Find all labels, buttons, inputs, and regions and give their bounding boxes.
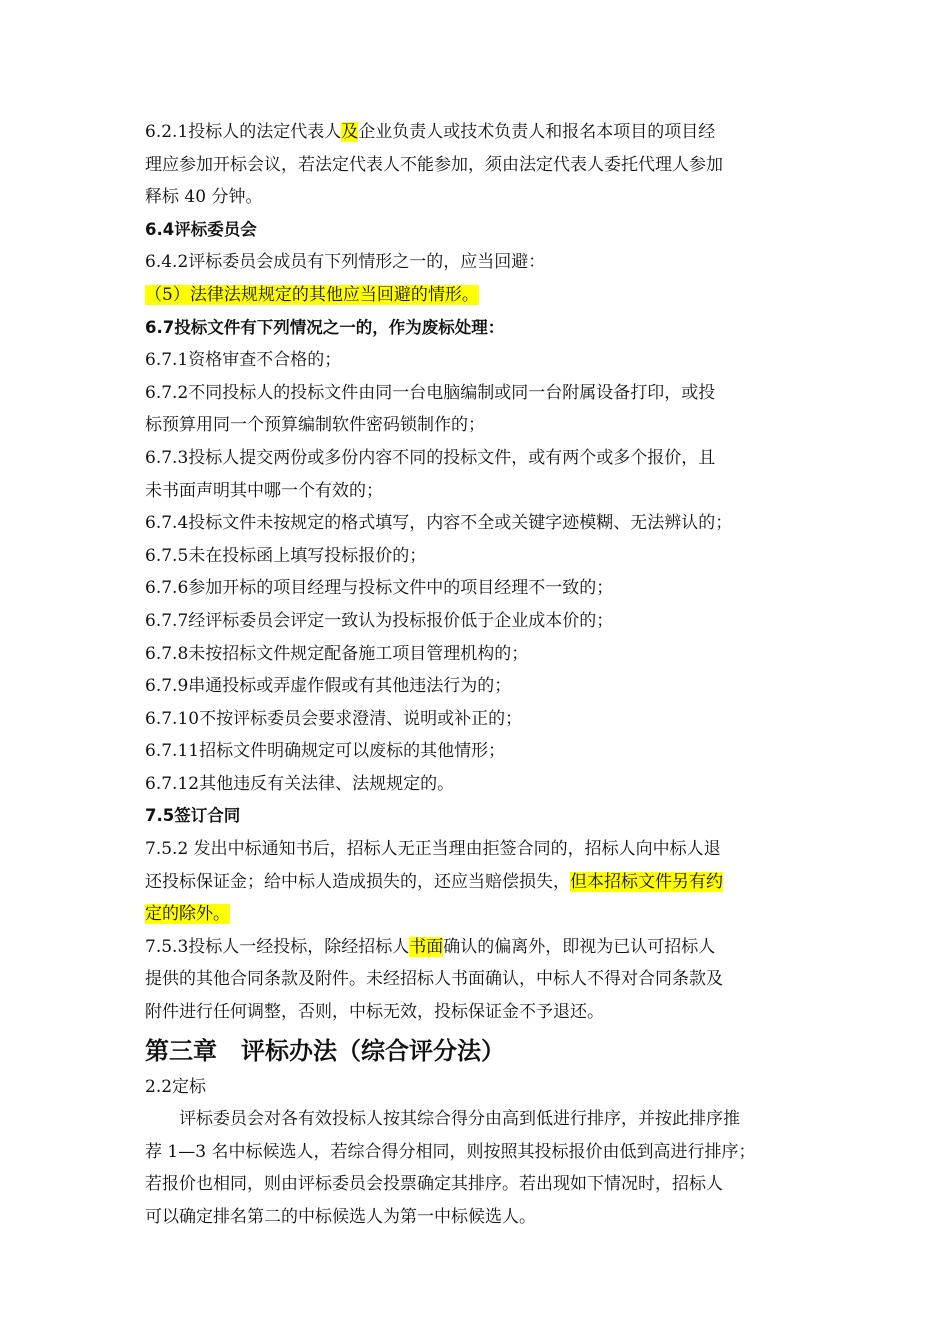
- clause-6-7-8: 6.7.8未按招标文件规定配备施工项目管理机构的；: [145, 643, 529, 664]
- paragraph-2-2-line-3: 若报价也相同，则由评标委员会投票确定其排序。若出现如下情况时，招标人: [145, 1174, 723, 1195]
- clause-6-7-4: 6.7.4投标文件未按规定的格式填写，内容不全或关键字迹模糊、无法辨认的；: [145, 513, 733, 534]
- highlighted-text: 及: [341, 122, 359, 142]
- paragraph-2-2-line-1: 评标委员会对各有效投标人按其综合得分由高到低进行排序，并按此排序推: [179, 1109, 740, 1130]
- clause-6-2-1-line-3: 释标 40 分钟。: [145, 187, 263, 208]
- clause-7-5-3-line-2: 提供的其他合同条款及附件。未经招标人书面确认，中标人不得对合同条款及: [145, 969, 723, 990]
- clause-6-7-9: 6.7.9串通投标或弄虚作假或有其他违法行为的；: [145, 676, 512, 697]
- clause-6-7-7: 6.7.7经评标委员会评定一致认为投标报价低于企业成本价的；: [145, 610, 614, 631]
- clause-6-7-11: 6.7.11招标文件明确规定可以废标的其他情形；: [145, 741, 506, 762]
- clause-6-7-5: 6.7.5未在投标函上填写投标报价的；: [145, 545, 427, 566]
- section-heading-2-2: 2.2定标: [145, 1076, 207, 1097]
- clause-6-2-1-line-1: 6.2.1投标人的法定代表人及企业负责人或技术负责人和报名本项目的项目经: [145, 122, 716, 142]
- document-body: [145, 116, 810, 1234]
- highlighted-text: 定的除外。: [145, 904, 230, 925]
- clause-6-4-2-item-5: [145, 279, 810, 312]
- paragraph-2-2-line-4: 可以确定排名第二的中标候选人为第一中标候选人。: [145, 1207, 536, 1227]
- clause-6-7-3-line-2: 未书面声明其中哪一个有效的；: [145, 480, 383, 501]
- clause-6-4-2: 6.4.2评标委员会成员有下列情形之一的，应当回避：: [145, 252, 546, 273]
- clause-6-7-2-line-2: 标预算用同一个预算编制软件密码锁制作的；: [145, 415, 485, 436]
- clause-6-2-1-line-2: 理应参加开标会议，若法定代表人不能参加，须由法定代表人委托代理人参加: [145, 154, 723, 175]
- clause-6-7-3-line-1: 6.7.3投标人提交两份或多份内容不同的投标文件，或有两个或多个报价，且: [145, 447, 716, 468]
- highlighted-text: 但本招标文件另有约: [570, 871, 723, 892]
- clause-7-5-3-line-1: 7.5.3投标人一经投标，除经招标人书面确认的偏离外，即视为已认可招标人: [145, 936, 716, 957]
- paragraph-2-2-line-2: 荐 1—3 名中标候选人，若综合得分相同，则按照其投标报价由低到高进行排序；: [145, 1141, 756, 1162]
- clause-6-7-10: 6.7.10不按评标委员会要求澄清、说明或补正的；: [145, 708, 523, 729]
- section-heading-7-5: 7.5签订合同: [145, 806, 241, 826]
- clause-7-5-2-line-3: [145, 898, 810, 931]
- section-heading-6-7: 6.7投标文件有下列情况之一的，作为废标处理：: [145, 317, 505, 337]
- chapter-title: 第三章 评标办法（综合评分法）: [145, 1036, 505, 1065]
- clause-7-5-2-line-1: 7.5.2 发出中标通知书后，招标人无正当理由拒签合同的，招标人向中标人退: [145, 839, 721, 860]
- clause-6-7-1: 6.7.1资格审查不合格的；: [145, 350, 342, 371]
- section-heading-6-4: 6.4评标委员会: [145, 219, 257, 239]
- clause-6-7-2-line-1: 6.7.2不同投标人的投标文件由同一台电脑编制或同一台附属设备打印，或投: [145, 382, 716, 403]
- clause-6-7-6: 6.7.6参加开标的项目经理与投标文件中的项目经理不一致的；: [145, 578, 614, 599]
- highlighted-text: （5）法律法规规定的其他应当回避的情形。: [145, 284, 479, 305]
- clause-6-7-12: 6.7.12其他违反有关法律、法规规定的。: [145, 773, 455, 794]
- highlighted-text: 书面: [409, 936, 444, 957]
- clause-7-5-2-line-2: 还投标保证金；给中标人造成损失的，还应当赔偿损失，但本招标文件另有约: [145, 871, 723, 892]
- clause-7-5-3-line-3: 附件进行任何调整，否则，中标无效，投标保证金不予退还。: [145, 1002, 604, 1023]
